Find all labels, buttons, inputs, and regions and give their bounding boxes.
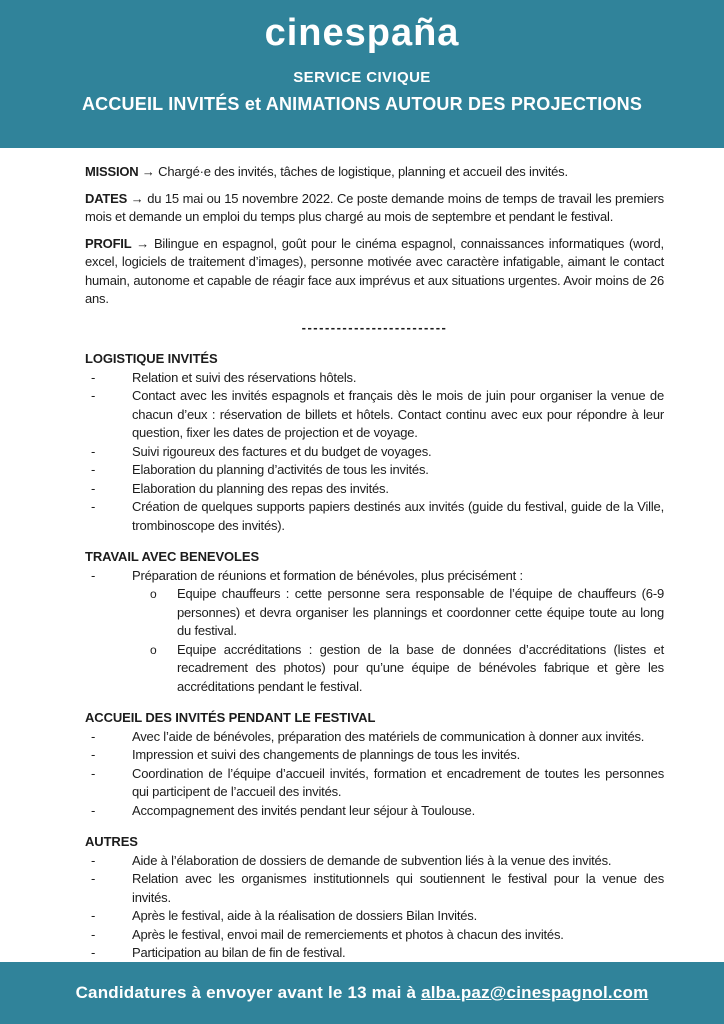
section-logistique-invites bbox=[85, 350, 664, 535]
section-heading: AUTRES bbox=[85, 834, 138, 849]
mission-label: MISSION bbox=[85, 164, 139, 179]
section-travail-benevoles bbox=[85, 548, 664, 696]
mission-text: Chargé·e des invités, tâches de logistique, planning et accueil des invités. bbox=[158, 164, 568, 179]
list-item: - Contact avec les invités espagnols et français dès le mois de juin pour organiser la venue de chacun d’eux : réservation de billets et hôtels. Contact continu avec eux pour répondre à leur question, fixer les dates de projection et de voyage. bbox=[85, 387, 664, 443]
cinespana-logo: cinespaña bbox=[264, 12, 460, 54]
list-item-text: Préparation de réunions et formation de bénévoles, plus précisément : bbox=[132, 567, 523, 583]
application-instructions bbox=[76, 983, 649, 1003]
section-divider: ------------------------- bbox=[301, 319, 448, 335]
dates-label: DATES bbox=[85, 190, 128, 206]
bullet-list bbox=[85, 567, 664, 697]
section-accueil-festival bbox=[85, 709, 664, 820]
section-autres bbox=[85, 833, 664, 963]
list-item bbox=[85, 567, 664, 697]
profil-text: Bilingue en espagnol, goût pour le cinéma espagnol, connaissances informatiques (word, excel, logiciels de traitement d’images), personne motivée avec caractère infatigable, aimant le contact humain, autonome et capable de réagir face aux imprévus et aux situations urgentes. Avoir moins de 26 ans. bbox=[85, 235, 664, 306]
sub-list-item: o Equipe chauffeurs : cette personne sera responsable de l’équipe de chauffeurs (6-9 personnes) et devra organiser les plannings et coordonner cette équipe toute au long du festival. bbox=[132, 585, 664, 641]
list-item: - Elaboration du planning d’activités de tous les invités. bbox=[85, 461, 664, 480]
list-item: - Relation et suivi des réservations hôtels. bbox=[85, 369, 664, 388]
bullet-list bbox=[85, 369, 664, 536]
dates-paragraph bbox=[85, 190, 664, 227]
footer-text: Candidatures à envoyer avant le 13 mai à bbox=[75, 983, 422, 1002]
list-item: - Impression et suivi des changements de plannings de tous les invités. bbox=[85, 746, 664, 765]
profil-paragraph bbox=[85, 235, 664, 309]
list-item: - Après le festival, aide à la réalisation de dossiers Bilan Invités. bbox=[85, 907, 664, 926]
list-item: - Aide à l’élaboration de dossiers de demande de subvention liés à la venue des invités. bbox=[85, 852, 664, 871]
section-heading: LOGISTIQUE INVITÉS bbox=[85, 351, 218, 366]
list-item: - Suivi rigoureux des factures et du budget de voyages. bbox=[85, 443, 664, 462]
dates-text: du 15 mai ou 15 novembre 2022. Ce poste demande moins de temps de travail les premiers mois et demande un emploi du temps plus chargé au mois de septembre et pendant le festival. bbox=[85, 190, 664, 224]
sub-list-item: o Equipe accréditations : gestion de la base de données d’accréditations (listes et recadrement des photos) pour qu’une équipe de bénévoles fabrique et gère les accréditations pendant le festival. bbox=[132, 641, 664, 697]
list-item: - Participation au bilan de fin de festival. bbox=[85, 944, 664, 963]
profil-label: PROFIL bbox=[85, 235, 132, 251]
document-body bbox=[0, 148, 724, 963]
mission-paragraph bbox=[85, 163, 664, 182]
footer-banner bbox=[0, 962, 724, 1024]
header-subtitle: SERVICE CIVIQUE bbox=[293, 69, 431, 86]
page-title: ACCUEIL INVITÉS et ANIMATIONS AUTOUR DES PROJECTIONS bbox=[81, 94, 643, 114]
section-heading: TRAVAIL AVEC BENEVOLES bbox=[85, 549, 260, 564]
list-item: - Avec l’aide de bénévoles, préparation des matériels de communication à donner aux invités. bbox=[85, 728, 664, 747]
arrow-icon: → bbox=[136, 235, 150, 251]
list-item: - Elaboration du planning des repas des invités. bbox=[85, 480, 664, 499]
email-link[interactable]: alba.paz@cinespagnol.com bbox=[421, 983, 649, 1002]
list-item: - Accompagnement des invités pendant leur séjour à Toulouse. bbox=[85, 802, 664, 821]
list-item: - Relation avec les organismes institutionnels qui soutiennent le festival pour la venue des invités. bbox=[85, 870, 664, 907]
bullet-list bbox=[85, 728, 664, 821]
arrow-icon: → bbox=[141, 164, 155, 179]
bullet-list bbox=[85, 852, 664, 963]
sub-bullet-list bbox=[132, 585, 664, 696]
list-item: - Coordination de l’équipe d’accueil invités, formation et encadrement de toutes les personnes qui participent de l’accueil des invités. bbox=[85, 765, 664, 802]
list-item: - Création de quelques supports papiers destinés aux invités (guide du festival, guide de la Ville, trombinoscope des invités). bbox=[85, 498, 664, 535]
arrow-icon: → bbox=[130, 190, 144, 206]
list-item: - Après le festival, envoi mail de remerciements et photos à chacun des invités. bbox=[85, 926, 664, 945]
section-heading: ACCUEIL DES INVITÉS PENDANT LE FESTIVAL bbox=[85, 710, 376, 725]
header-banner bbox=[0, 0, 724, 148]
